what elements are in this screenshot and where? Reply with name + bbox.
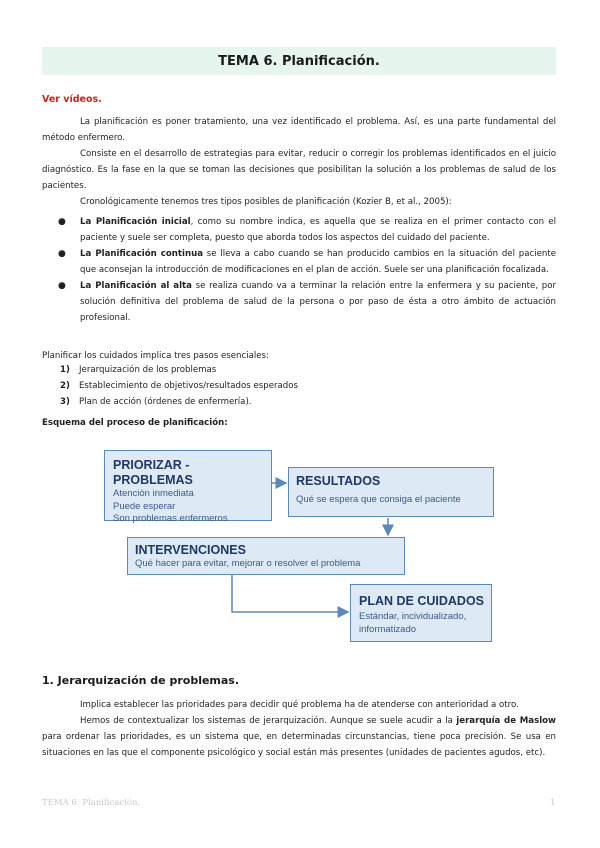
resultados-title: RESULTADOS bbox=[296, 474, 381, 488]
intervenciones-box bbox=[127, 537, 405, 575]
bullet-term: La Planificación inicial bbox=[80, 217, 191, 227]
step-number: 1) bbox=[60, 365, 70, 375]
step-text: Establecimiento de objetivos/resultados esperados bbox=[79, 381, 298, 391]
bullet-icon: ● bbox=[58, 281, 66, 291]
intro-paragraph-3: Cronológicamente tenemos tres tipos posibles de planificación (Kozier B, et al., 2005): bbox=[80, 197, 452, 207]
page-title: TEMA 6. Planificación. bbox=[218, 53, 380, 69]
section-paragraph-2 bbox=[42, 713, 556, 761]
step-number: 2) bbox=[60, 381, 70, 391]
plan-title: PLAN DE CUIDADOS bbox=[359, 594, 485, 608]
priorizar-line: Son problemas enfermeros bbox=[113, 513, 228, 524]
bullet-text: , como su nombre indica, es aquella que se realiza en el primer contacto con el paciente y suele ser completa, puesto que aborda todos los aspectos del cuidado del paciente. bbox=[80, 217, 556, 243]
paragraph-text: para ordenar las prioridades, es un sistema que, en determinadas circunstancias, tiene poca precisión. Se usa en situaciones en las que el componente psicológico y social están más presentes (unidades de pacientes agudos, etc). bbox=[42, 732, 556, 758]
bullet-icon: ● bbox=[58, 217, 66, 227]
priorizar-line: Atención inmediata bbox=[113, 488, 194, 499]
section-heading: 1. Jerarquización de problemas. bbox=[42, 674, 240, 687]
page-number: 1 bbox=[550, 798, 556, 808]
intro-paragraph-1: La planificación es poner tratamiento, una vez identificado el problema. Así, es una parte fundamental del método enfermero. bbox=[42, 117, 556, 143]
paragraph-text: Hemos de contextualizar los sistemas de jerarquización. Aunque se suele acudir a la bbox=[80, 716, 457, 726]
intervenciones-title: INTERVENCIONES bbox=[135, 543, 246, 557]
plan-line: Estándar, incividualizado, bbox=[359, 611, 467, 622]
videos-link[interactable]: Ver vídeos. bbox=[42, 94, 102, 105]
priorizar-box bbox=[104, 450, 272, 524]
section-paragraph-1: Implica establecer las prioridades para decidir qué problema ha de atenderse con anterioridad a otro. bbox=[80, 700, 519, 710]
bullet-text: se lleva a cabo cuando se han producido cambios en la situación del paciente que aconsejan la introducción de modificaciones en el plan de acción. Suele ser una planificación focalizada. bbox=[80, 249, 556, 275]
maslow-term: jerarquía de Maslow bbox=[456, 716, 556, 726]
resultados-box bbox=[288, 467, 494, 517]
bullet-term: La Planificación continua bbox=[80, 249, 204, 259]
steps-intro: Planificar los cuidados implica tres pasos esenciales: bbox=[42, 351, 269, 361]
step-number: 3) bbox=[60, 397, 70, 407]
step-text: Jerarquización de los problemas bbox=[79, 365, 217, 375]
priorizar-line: Puede esperar bbox=[113, 500, 176, 512]
bullet-term: La Planificación al alta bbox=[80, 281, 192, 291]
resultados-subtitle: Qué se espera que consiga el paciente bbox=[296, 494, 461, 505]
plan-line: informatizado bbox=[359, 623, 417, 635]
intervenciones-subtitle: Qué hacer para evitar, mejorar o resolver el problema bbox=[135, 558, 361, 569]
arrow-intervenciones-plan bbox=[232, 575, 348, 612]
footer-title: TEMA 6. Planificación. bbox=[42, 798, 141, 808]
bullet-icon: ● bbox=[58, 249, 66, 259]
schema-title: Esquema del proceso de planificación: bbox=[42, 418, 228, 428]
plan-box bbox=[350, 584, 492, 642]
intro-paragraph-2: Consiste en el desarrollo de estrategias para evitar, reducir o corregir los problemas identificados en el juicio diagnóstico. Es la fase en la que se toman las decisiones que posibilitan la solución a los problemas de salud de los pacientes. bbox=[42, 149, 556, 191]
priorizar-title: PRIORIZAR - PROBLEMAS bbox=[113, 458, 193, 487]
bullet-text: se realiza cuando va a terminar la relación entre la enfermera y su paciente, por solución definitiva del problema de salud de la persona o por paso de ésta a otro ámbito de actuación profesional. bbox=[80, 281, 556, 323]
step-text: Plan de acción (órdenes de enfermería). bbox=[79, 397, 252, 407]
